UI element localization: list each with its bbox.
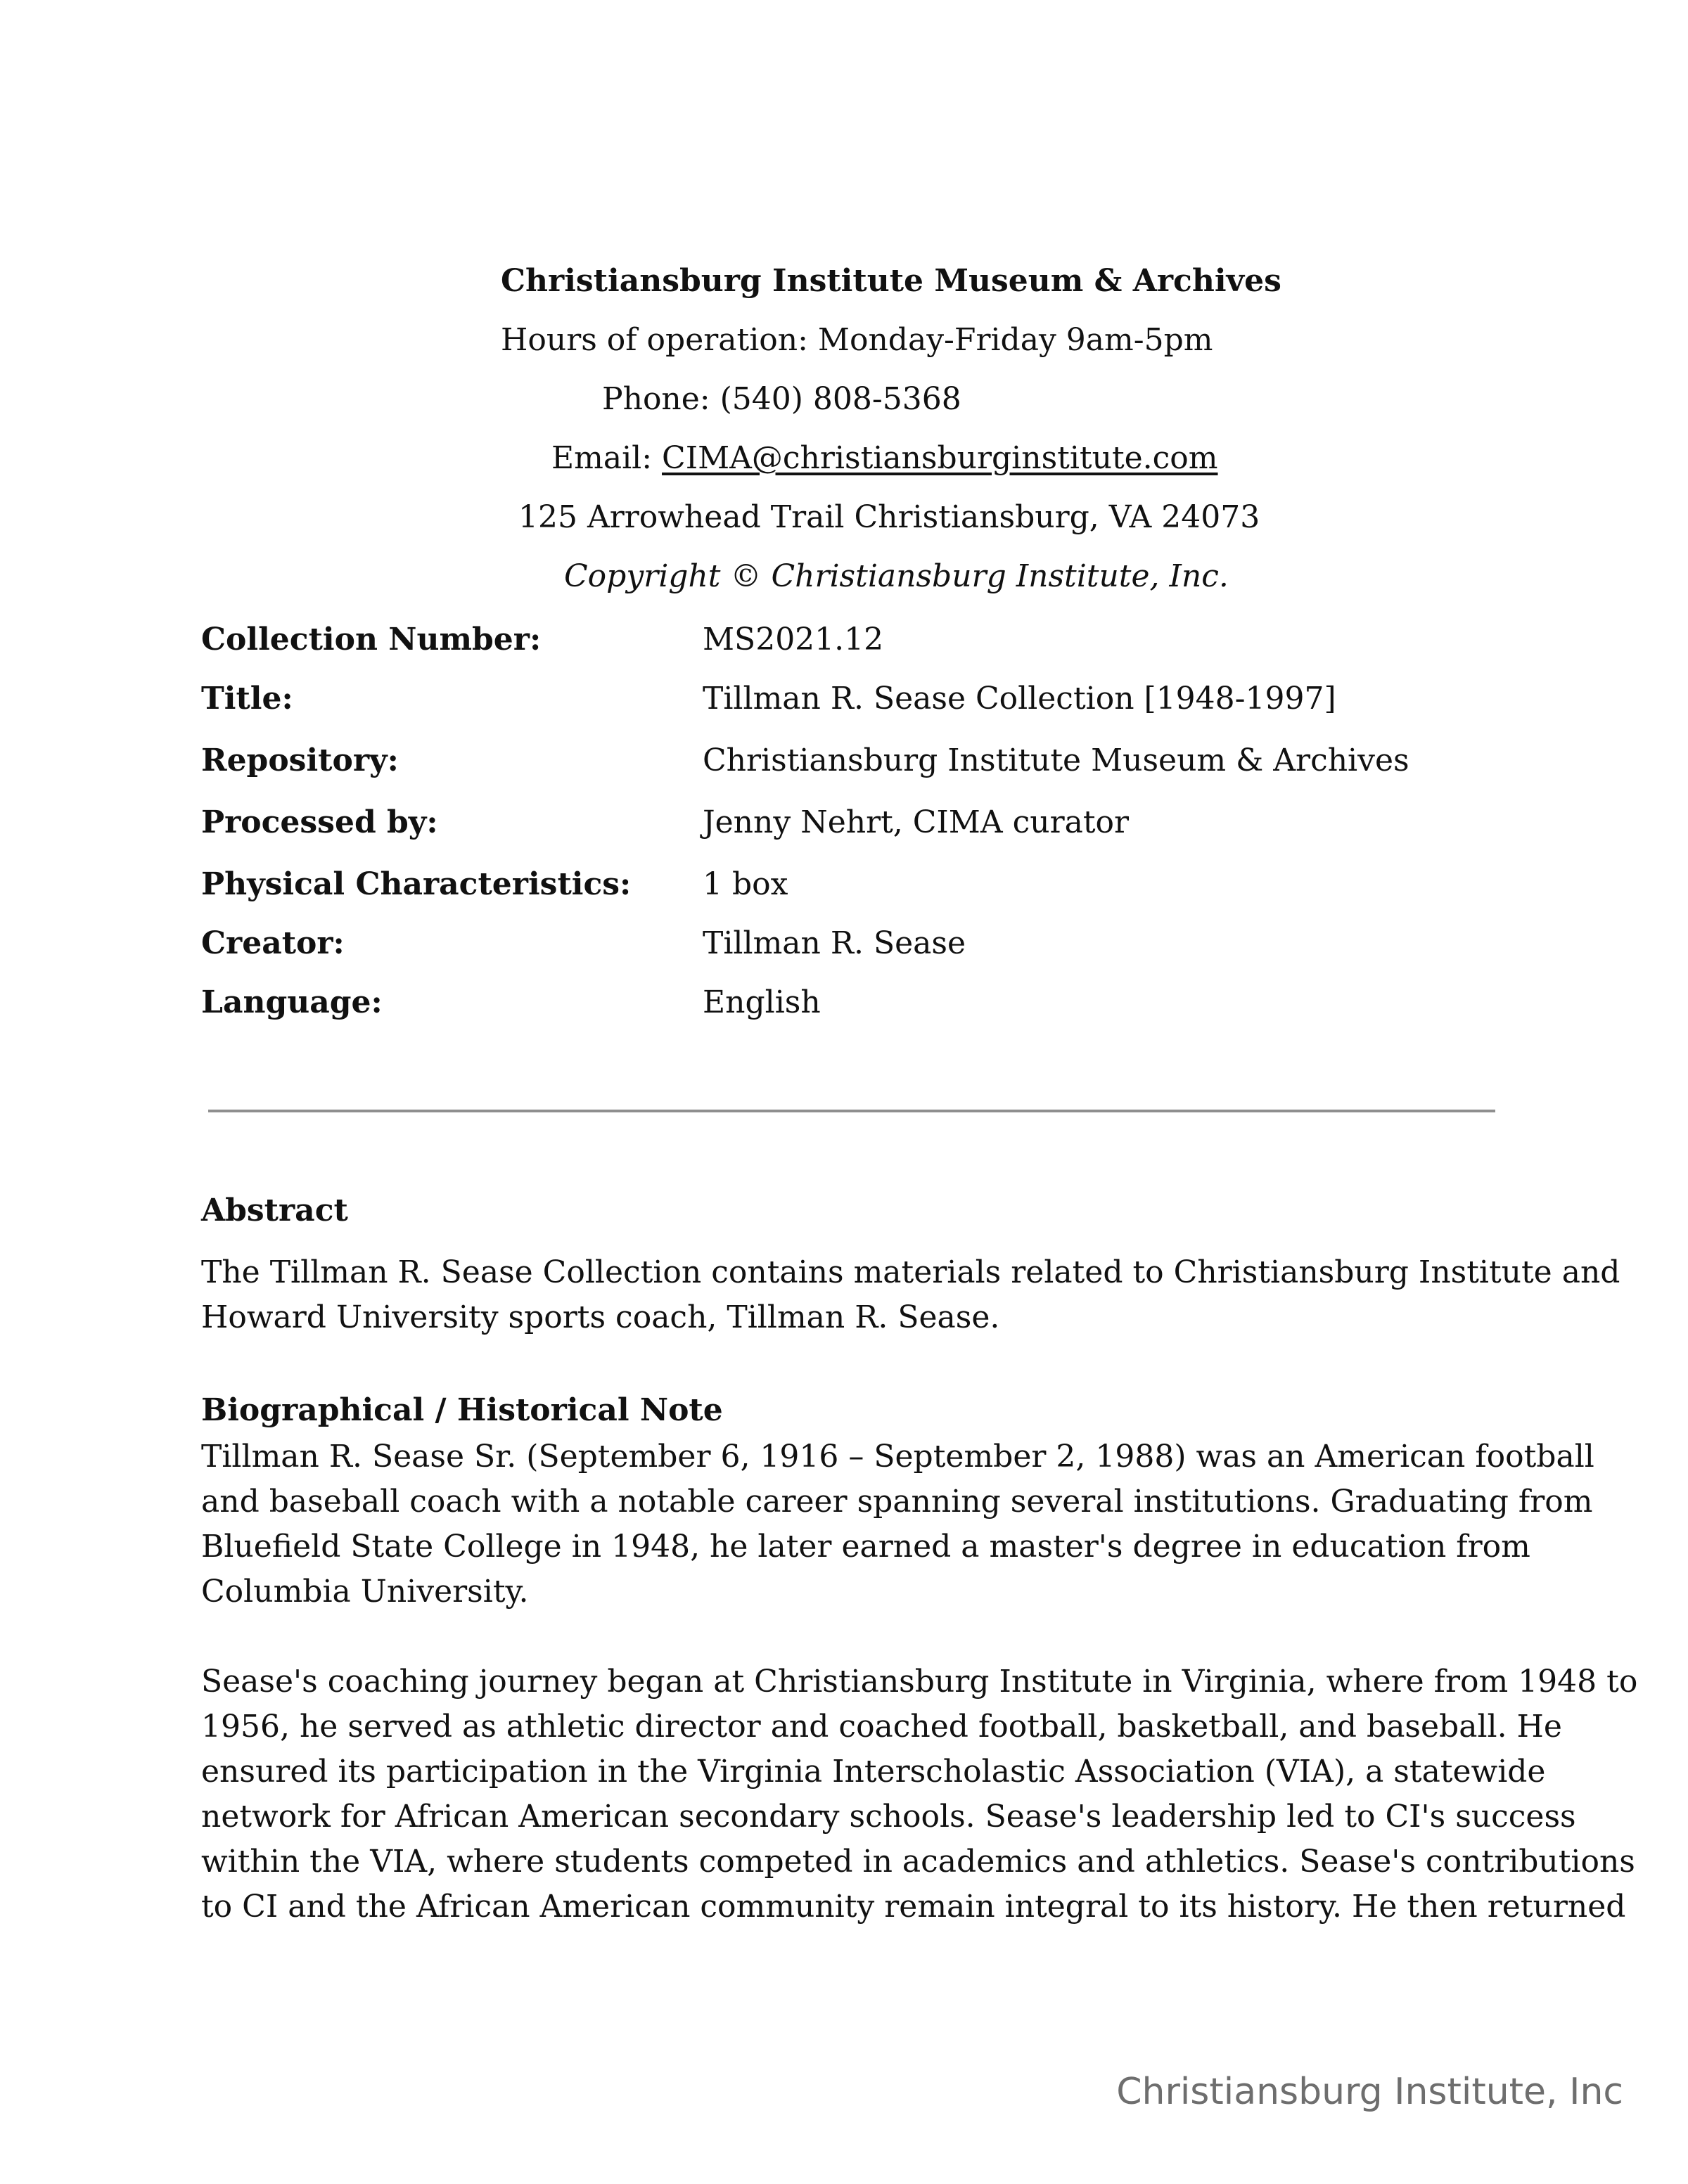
meta-row-collection-number xyxy=(201,619,1537,678)
bio-section xyxy=(201,1389,1638,1929)
meta-row-language xyxy=(201,982,1537,1041)
paragraph-line: Sease's coaching journey began at Christiansburg Institute in Virginia, where from 1948 to xyxy=(201,1664,1638,1700)
meta-label: Processed by: xyxy=(201,804,438,840)
paragraph-line: within the VIA, where students competed in academics and athletics. Sease's contributions xyxy=(201,1844,1635,1880)
email-line xyxy=(551,437,1218,480)
paragraph-line: ensured its participation in the Virginia Interscholastic Association (VIA), a statewide xyxy=(201,1754,1546,1790)
email-label: Email: xyxy=(551,440,663,476)
meta-label: Creator: xyxy=(201,925,345,961)
abstract-heading: Abstract xyxy=(201,1193,348,1228)
email-link[interactable]: CIMA@christiansburginstitute.com xyxy=(662,440,1218,476)
meta-value: Christiansburg Institute Museum & Archives xyxy=(703,743,1409,778)
meta-label: Title: xyxy=(201,681,293,717)
paragraph-line: Howard University sports coach, Tillman R. Sease. xyxy=(201,1299,1000,1335)
meta-value: Jenny Nehrt, CIMA curator xyxy=(703,804,1130,840)
meta-label: Language: xyxy=(201,984,383,1020)
bio-paragraph-2 xyxy=(201,1659,1638,1929)
paragraph-line: to CI and the African American community remain integral to its history. He then returned xyxy=(201,1889,1626,1925)
meta-value: MS2021.12 xyxy=(703,622,884,657)
paragraph-line: Bluefield State College in 1948, he later earned a master's degree in education from xyxy=(201,1529,1530,1565)
bio-heading: Biographical / Historical Note xyxy=(201,1392,723,1428)
paragraph-line: Columbia University. xyxy=(201,1574,529,1610)
phone-number: Phone: (540) 808-5368 xyxy=(602,381,961,417)
meta-row-repository xyxy=(201,740,1537,802)
paragraph-line: network for African American secondary schools. Sease's leadership led to CI's success xyxy=(201,1799,1576,1835)
meta-row-processed-by xyxy=(201,802,1537,863)
meta-label: Physical Characteristics: xyxy=(201,866,632,902)
meta-value: Tillman R. Sease xyxy=(703,925,966,961)
bio-paragraph-1 xyxy=(201,1434,1594,1614)
horizontal-divider xyxy=(208,1110,1495,1112)
copyright: Copyright © Christiansburg Institute, Inc. xyxy=(564,558,1229,594)
paragraph-line: 1956, he served as athletic director and coached football, basketball, and baseball. He xyxy=(201,1709,1562,1745)
abstract-paragraph xyxy=(201,1250,1620,1340)
address: 125 Arrowhead Trail Christiansburg, VA 24073 xyxy=(518,499,1260,535)
footer-watermark: Christiansburg Institute, Inc xyxy=(1116,2071,1623,2113)
org-name: Christiansburg Institute Museum & Archives xyxy=(501,263,1281,299)
meta-label: Collection Number: xyxy=(201,622,542,657)
meta-value: 1 box xyxy=(703,866,788,902)
meta-row-creator xyxy=(201,923,1537,982)
abstract-section xyxy=(201,1190,1620,1340)
paragraph-line: and baseball coach with a notable career spanning several institutions. Graduating from xyxy=(201,1484,1593,1520)
meta-value: English xyxy=(703,984,821,1020)
meta-row-physical-characteristics xyxy=(201,863,1537,923)
meta-row-title xyxy=(201,678,1537,740)
paragraph-line: Tillman R. Sease Sr. (September 6, 1916 – September 2, 1988) was an American football xyxy=(201,1439,1594,1475)
meta-label: Repository: xyxy=(201,743,399,778)
meta-value: Tillman R. Sease Collection [1948-1997] xyxy=(703,681,1336,717)
paragraph-line: The Tillman R. Sease Collection contains materials related to Christiansburg Institute and xyxy=(201,1254,1620,1290)
hours-of-operation: Hours of operation: Monday-Friday 9am-5pm xyxy=(501,322,1213,358)
collection-metadata xyxy=(201,619,1537,1041)
